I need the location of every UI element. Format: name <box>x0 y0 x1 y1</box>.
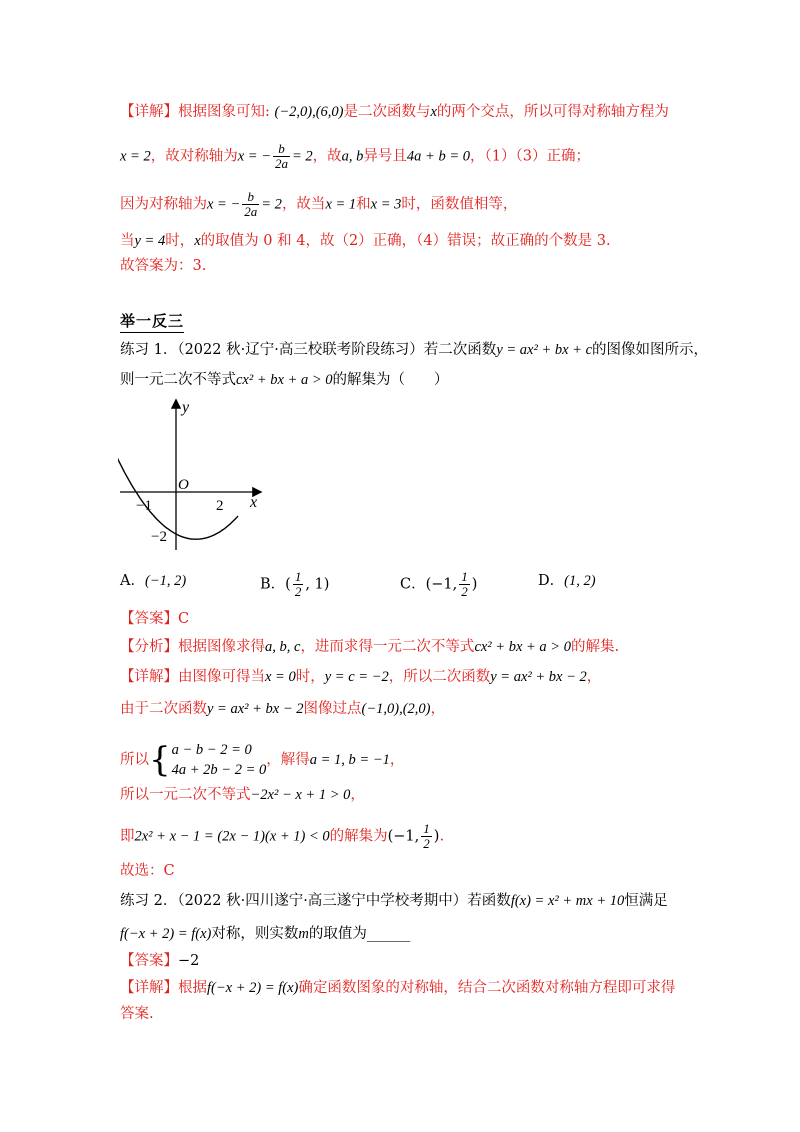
ex2-question-line1: 练习 2．（2022 秋·四川遂宁·高三遂宁中学校考期中）若函数f(x) = x² + mx + 10恒满足 <box>120 893 668 909</box>
ex1-detail-line4: 所以一元二次不等式−2x² − x + 1 > 0， <box>120 787 365 803</box>
tick-2: 2 <box>216 498 224 514</box>
option-a[interactable]: A．(−1, 2) <box>120 573 187 589</box>
ex1-answer: 【答案】C <box>120 611 190 627</box>
ex1-detail-line5: 即2x² + x − 1 = (2x − 1)(x + 1) < 0的解集为(−1, $\frac{1}{2}$ ). <box>120 821 445 851</box>
ex1-detail-line3: 所以{ a − b − 2 = 0 4a + 2b − 2 = 0 ，解得a = 1, b = −1， <box>120 740 405 780</box>
tick-neg2: −2 <box>151 529 167 545</box>
y-axis-label: y <box>182 399 190 416</box>
parabola-curve <box>118 451 238 539</box>
origin-label: O <box>178 477 189 493</box>
option-b[interactable]: B．( $\frac{1}{2}$ , 1) <box>260 569 330 599</box>
option-c[interactable]: C．(−1, $\frac{1}{2}$ ) <box>400 569 478 599</box>
ex1-question-line2: 则一元二次不等式cx² + bx + a > 0的解集为（ ） <box>120 372 449 388</box>
detail1-line3: 因为对称轴为x = − $\frac{b}{2a}$ = 2，故当x = 1和x = 3时，函数值相等， <box>120 189 518 219</box>
ex1-question-line1: 练习 1．（2022 秋·辽宁·高三校联考阶段练习）若二次函数y = ax² + bx + c的图像如图所示， <box>120 342 709 358</box>
option-d[interactable]: D．(1, 2) <box>538 573 596 589</box>
ex2-detail-line2: 答案. <box>120 1006 154 1022</box>
x-axis-label: x <box>250 494 258 511</box>
detail1-line1: 【详解】根据图象可知: (−2,0),(6,0)是二次函数与x的两个交点，所以可得对称轴方程为 <box>120 104 669 120</box>
system-brace: { <box>149 740 171 780</box>
detail1-answer: 故答案为：3. <box>120 258 207 274</box>
detail-tag: 【详解】 <box>120 104 178 120</box>
ex1-choose: 故选：C <box>120 863 175 879</box>
detail1-line2: x = 2，故对称轴为x = − $\frac{b}{2a}$ = 2，故a, b异号且4a + b = 0，（1）（3）正确； <box>120 141 590 171</box>
parabola-graph <box>118 395 268 555</box>
ex1-analysis: 【分析】根据图像求得a, b, c，进而求得一元二次不等式cx² + bx + a > 0的解集. <box>120 639 620 655</box>
section-heading: 举一反三 <box>120 310 184 333</box>
tick-neg1: −1 <box>136 498 152 514</box>
ex2-answer: 【答案】−2 <box>120 953 200 969</box>
detail1-line4: 当y = 4时，x的取值为 0 和 4，故（2）正确，（4）错误；故正确的个数是 3. <box>120 233 611 249</box>
ex2-detail-line1: 【详解】根据f(−x + 2) = f(x)确定函数图象的对称轴，结合二次函数对称轴方程即可求得 <box>120 980 676 996</box>
ex1-detail-line1: 【详解】由图像可得当x = 0时，y = c = −2，所以二次函数y = ax² + bx − 2， <box>120 669 602 685</box>
equation-system: a − b − 2 = 0 4a + 2b − 2 = 0 <box>171 742 267 778</box>
intersection-points: (−2,0),(6,0) <box>274 104 344 120</box>
fraction-b-over-2a: $\frac{b}{2a}$ <box>275 141 288 171</box>
ex2-question-line2: f(−x + 2) = f(x)对称，则实数m的取值为______ <box>120 926 411 942</box>
ex1-detail-line2: 由于二次函数y = ax² + bx − 2图像过点(−1,0),(2,0)， <box>120 701 445 717</box>
